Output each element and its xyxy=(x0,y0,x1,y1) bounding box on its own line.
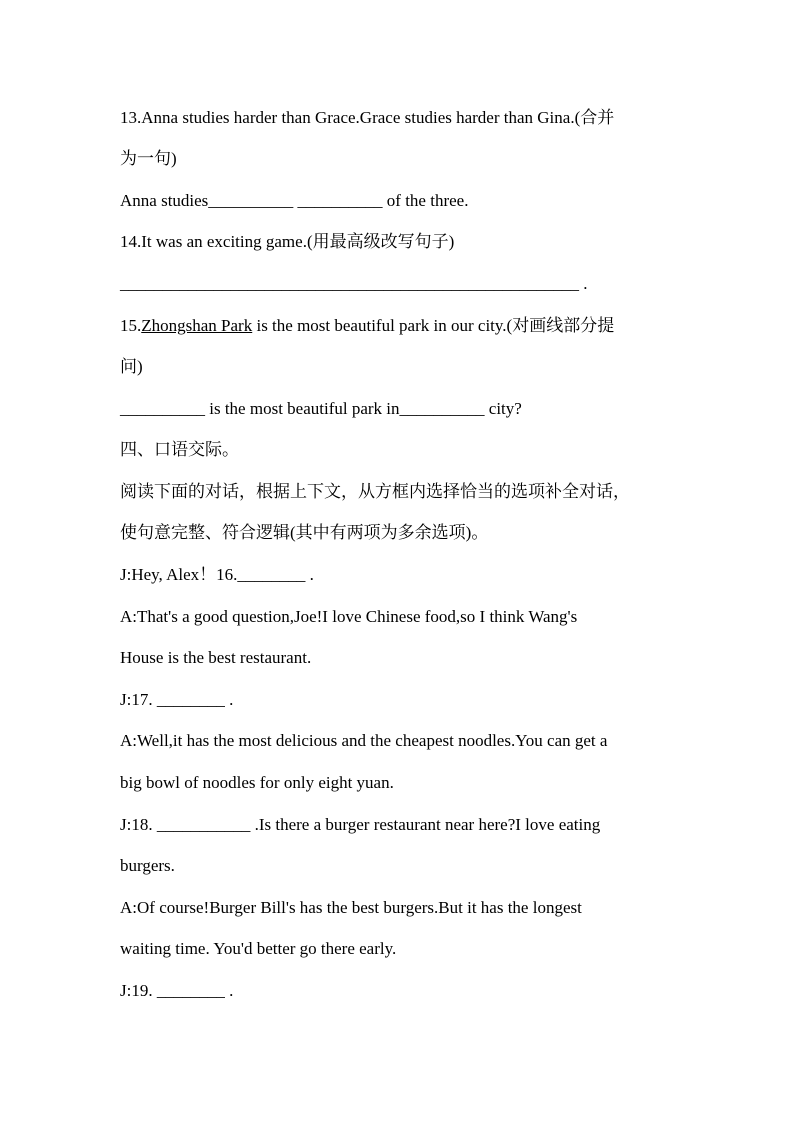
q15-answer-line: __________ is the most beautiful park in__________ city? xyxy=(120,399,522,418)
instructions-line-1: 阅读下面的对话，根据上下文，从方框内选择恰当的选项补全对话， xyxy=(120,482,630,501)
q15-line-1 xyxy=(120,315,680,337)
q13-line-1: 13.Anna studies harder than Grace.Grace studies harder than Gina.(合并 xyxy=(120,108,615,127)
q14-line-1: 14.It was an exciting game.(用最高级改写句子) xyxy=(120,232,455,251)
instructions-line-2: 使句意完整、符合逻辑(其中有两项为多余选项)。 xyxy=(120,523,489,542)
dialogue-a3-line-2: waiting time. You'd better go there early. xyxy=(120,939,397,958)
dialogue-a1-line-2: House is the best restaurant. xyxy=(120,648,312,667)
dialogue-line-18-cont: burgers. xyxy=(120,856,175,875)
dialogue-line-18: J:18. ___________ .Is there a burger restaurant near here?I love eating xyxy=(120,815,601,834)
dialogue-a1-line-1: A:That's a good question,Joe!I love Chinese food,so I think Wang's xyxy=(120,607,578,626)
dialogue-line-19: J:19. ________ . xyxy=(120,981,234,1000)
dialogue-a3-line-1: A:Of course!Burger Bill's has the best burgers.But it has the longest xyxy=(120,898,582,917)
q13-answer-line: Anna studies__________ __________ of the three. xyxy=(120,191,469,210)
section-4-heading: 四、口语交际。 xyxy=(120,440,239,459)
q15-underlined-phrase: Zhongshan Park xyxy=(141,316,253,335)
q14-answer-line: ______________________________________________________ . xyxy=(120,274,588,293)
q15-number: 15. xyxy=(120,316,142,335)
q15-rest: is the most beautiful park in our city.(对画线部分提 xyxy=(252,316,615,335)
dialogue-a2-line-1: A:Well,it has the most delicious and the cheapest noodles.You can get a xyxy=(120,731,608,750)
dialogue-line-16: J:Hey, Alex！16.________ . xyxy=(120,565,314,584)
q13-line-2: 为一句) xyxy=(120,149,177,168)
dialogue-a2-line-2: big bowl of noodles for only eight yuan. xyxy=(120,773,394,792)
dialogue-line-17: J:17. ________ . xyxy=(120,690,234,709)
q15-line-2: 问) xyxy=(120,357,143,376)
